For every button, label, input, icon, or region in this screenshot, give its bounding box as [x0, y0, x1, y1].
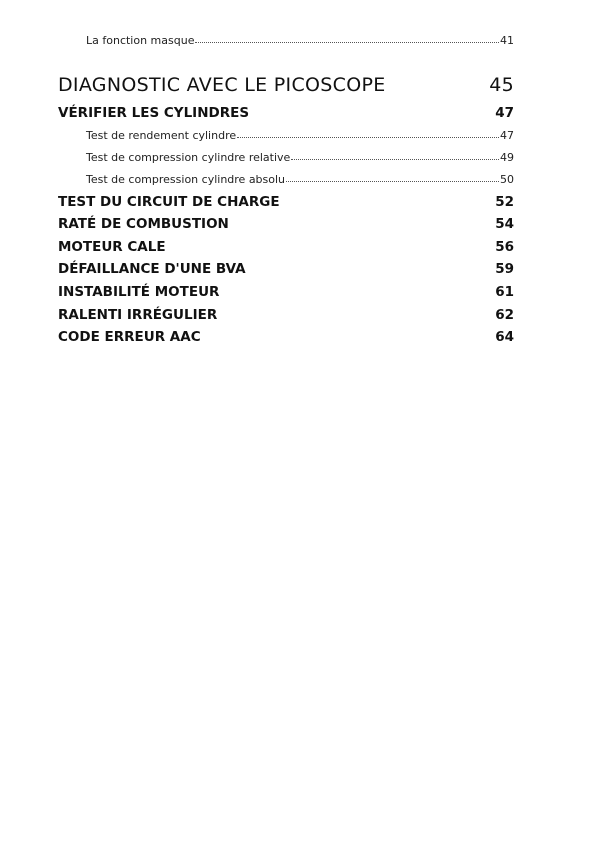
dot-leader: [286, 181, 499, 182]
toc-section-label: TEST DU CIRCUIT DE CHARGE: [58, 193, 280, 210]
toc-section-label: VÉRIFIER LES CYLINDRES: [58, 105, 250, 121]
toc-section-page: 59: [495, 261, 514, 278]
toc-section-label: INSTABILITÉ MOTEUR: [58, 283, 220, 300]
toc-section-page: 56: [495, 238, 514, 255]
toc-section-page: 52: [495, 193, 514, 210]
dot-leader: [291, 159, 499, 160]
toc-section-code-erreur-aac[interactable]: [58, 326, 514, 349]
toc-entry-compression-absolu[interactable]: [58, 169, 514, 191]
toc-entry-compression-relative[interactable]: [58, 147, 514, 169]
toc-section-label: DÉFAILLANCE D'UNE BVA: [58, 261, 246, 278]
table-of-contents: [58, 30, 514, 349]
toc-section-page: 54: [495, 216, 514, 233]
toc-entry-label: Test de compression cylindre relative: [86, 150, 291, 164]
toc-entry-fonction-masque[interactable]: [58, 30, 514, 52]
toc-section-label: RALENTI IRRÉGULIER: [58, 306, 218, 323]
toc-section-label: RATÉ DE COMBUSTION: [58, 216, 229, 233]
toc-entry-label: Test de rendement cylindre: [86, 128, 237, 142]
toc-section-label: CODE ERREUR AAC: [58, 329, 201, 346]
toc-section-label: MOTEUR CALE: [58, 238, 166, 255]
toc-entry-page: 49: [500, 150, 514, 164]
toc-section-circuit-charge[interactable]: [58, 191, 514, 214]
toc-entry-page: 50: [500, 172, 514, 186]
toc-section-page: 47: [495, 105, 514, 121]
toc-entry-page: 47: [500, 128, 514, 142]
toc-entry-label: La fonction masque: [86, 34, 195, 47]
toc-section-page: 62: [495, 306, 514, 323]
toc-entry-rendement-cylindre[interactable]: [58, 125, 514, 147]
dot-leader: [237, 137, 499, 138]
toc-section-moteur-cale[interactable]: [58, 236, 514, 259]
toc-chapter-label: DIAGNOSTIC AVEC LE PICOSCOPE: [58, 74, 386, 96]
toc-section-rate-combustion[interactable]: [58, 213, 514, 236]
toc-entry-page: 41: [500, 34, 514, 47]
dot-leader: [195, 42, 499, 43]
toc-chapter-page: 45: [489, 74, 514, 96]
toc-entry-label: Test de compression cylindre absolu: [86, 172, 286, 186]
toc-section-verifier-cylindres[interactable]: [58, 102, 514, 125]
toc-section-ralenti-irregulier[interactable]: [58, 304, 514, 327]
toc-chapter-diagnostic-picoscope[interactable]: [58, 70, 514, 100]
toc-section-page: 61: [495, 283, 514, 300]
toc-section-instabilite-moteur[interactable]: [58, 281, 514, 304]
toc-section-defaillance-bva[interactable]: [58, 258, 514, 281]
toc-section-page: 64: [495, 329, 514, 346]
